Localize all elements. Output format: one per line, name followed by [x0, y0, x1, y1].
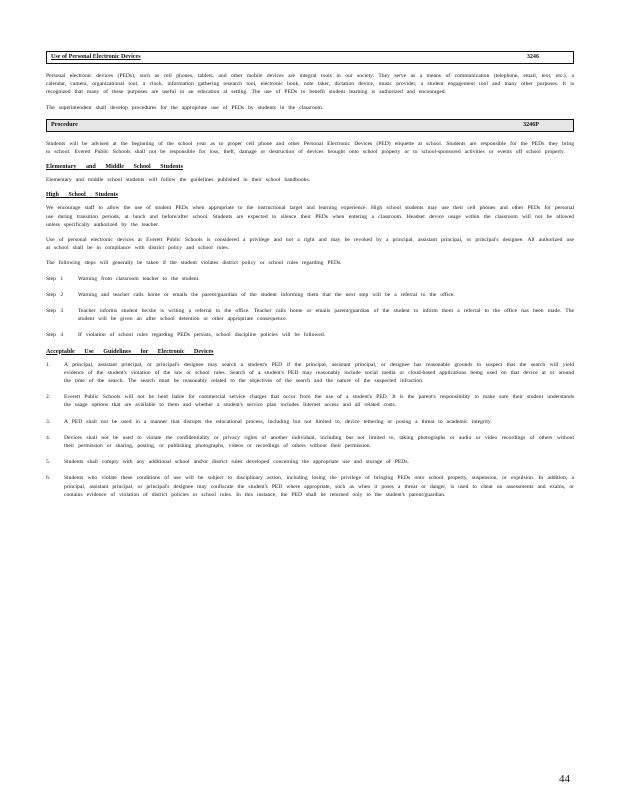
step-text: Warning and teacher calls home or emails the parent/guardian of the student informing them that the next step will be a referral to the office. — [78, 291, 455, 298]
step-item — [46, 275, 574, 283]
guideline-number: 2. — [46, 394, 51, 401]
guideline-item — [46, 458, 574, 466]
step-text: Teacher informs student he/she is writing a referral to the office. Teacher calls home or emails parent/guardian of the student to inform them a referral to the office has been made. The student will be given an after school detention or other appropriate consequence. — [78, 308, 574, 323]
policy-header — [46, 51, 574, 64]
policy-title: Use of Personal Electronic Devices — [51, 54, 141, 60]
guideline-number: 4. — [46, 434, 51, 441]
policy-code: 3246 — [526, 54, 539, 60]
elementary-heading: Elementary and Middle School Students — [46, 164, 183, 171]
page-number: 44 — [559, 773, 570, 785]
guideline-text: A principal, assistant principal, or principal's designee may search a student's PED if the principal, assistant principal, or designee has reasonable grounds to suspect that the search will yield evidence of the student's violation of the law or school rules. Search of a student's PED may reasonably include social media or cloud-based applications being used on that device at or around the time of the search. The search must be reasonably related to the objectives of the search and the nature of the suspected infraction. — [64, 361, 574, 385]
step-text: Warning from classroom teacher to the student. — [78, 275, 200, 282]
document-content — [46, 51, 574, 507]
guideline-item — [46, 393, 574, 409]
guideline-item — [46, 474, 574, 499]
guideline-item — [46, 418, 574, 426]
guideline-number: 3. — [46, 418, 51, 425]
step-text: If violation of school rules regarding PEDs persists, school discipline policies will be followed. — [78, 332, 326, 339]
policy-paragraph: Personal electronic devices (PEDs), such as cell phones, tablets, and other mobile devices are integral tools in our society. They serve as a means of communication (telephone, email, text, etc.), a calendar, camera, organizational tool, a clock, information gathering research tool, electronic book, note taker, dictation device, music provider, a student engagement tool and many other purposes. It is recognized that many of these purposes are useful in an education al setting. The use of PEDs to benefit student learning is authorized and encouraged. — [46, 73, 574, 96]
policy-paragraph: The superintendent shall develop procedures for the appropriate use of PEDs by students in the classroom. — [46, 104, 324, 111]
procedure-code: 3246P — [523, 121, 539, 128]
step-label: Step 3 — [46, 308, 64, 315]
guideline-number: 1. — [46, 361, 51, 368]
step-item — [46, 307, 574, 323]
guideline-number: 6. — [46, 475, 51, 482]
procedure-header — [46, 119, 574, 132]
step-item — [46, 331, 574, 339]
high-school-paragraph: We encourage staff to allow the use of student PEDs when appropriate to the instructional target and learning experience. High school students may use their cell phones and other PEDs for personal use during transition periods, at lunch and before/after school. Students are expected to silence their PEDs when entering a classroom. Headset device usage within the classroom will not be allowed unless specifically authorized by the teacher. — [46, 205, 574, 228]
step-label: Step 1 — [46, 275, 64, 282]
guidelines-heading: Acceptable Use Guidelines for Electronic Devices — [46, 348, 214, 355]
guideline-text: Students who violate these conditions of use will be subject to disciplinary action, including losing the privilege of bringing PEDs onto school property, suspension, or expulsion. In addition, a principal, assistant principal, or principal's designee may confiscate the student's PED where appropriate, such as when it poses a threat or danger, is used to cheat on assessments and exams, or contains evidence of violation of district policies or school rules. In this instance, the PED shall be returned only to the student's parent/guardian. — [64, 475, 574, 498]
guideline-number: 5. — [46, 459, 51, 466]
guideline-text: Everett Public Schools will not be held liable for commercial service charges that occur from the use of a student's PED. It is the parent's responsibility to make sure their student understands the usage options that are available to them and whether a student's service plan includes Internet access and all related costs. — [64, 394, 574, 409]
guideline-text: A PED shall not be used in a manner that disrupts the educational process, including but not limited to, device tethering or posing a threat to academic integrity. — [64, 418, 492, 425]
step-item — [46, 291, 574, 299]
guideline-item — [46, 434, 574, 450]
high-school-heading: High School Students — [46, 192, 118, 199]
procedure-intro: Students will be advised at the beginning of the school year as to proper cell phone and other Personal Electronic Devices (PED) etiquette at school. Students are responsible for the PEDs they bring to school. Everett Public Schools shall not be responsible for loss, theft, damage or destruction of devices brought onto school property or to school-sponsored activities or events off school property. — [46, 140, 574, 156]
high-school-paragraph: Use of personal electronic devices at Everett Public Schools is considered a privilege and not a right and may be revoked by a principal, assistant principal, or principal's designee. All authorized use at school shall be in compliance with district policy and school rules. — [46, 237, 574, 252]
step-label: Step 2 — [46, 291, 64, 298]
step-label: Step 4 — [46, 332, 64, 339]
procedure-title: Procedure — [51, 121, 78, 128]
high-school-paragraph: The following steps will generally be taken if the student violates district policy or school rules regarding PEDs. — [46, 260, 342, 267]
guideline-item — [46, 361, 574, 386]
guideline-text: Devices shall not be used to violate the confidentiality or privacy rights of another individual, including but not limited to, taking photographs or audio or video recordings of others without their permission or sharing, posting, or publishing photographs, videos or recordings of others without their permission. — [64, 434, 574, 450]
guideline-text: Students shall comply with any additional school and/or district rules developed concerning the appropriate use and storage of PEDs. — [64, 459, 409, 466]
elementary-text: Elementary and middle school students will follow the guidelines published in their school handbooks. — [46, 177, 311, 184]
